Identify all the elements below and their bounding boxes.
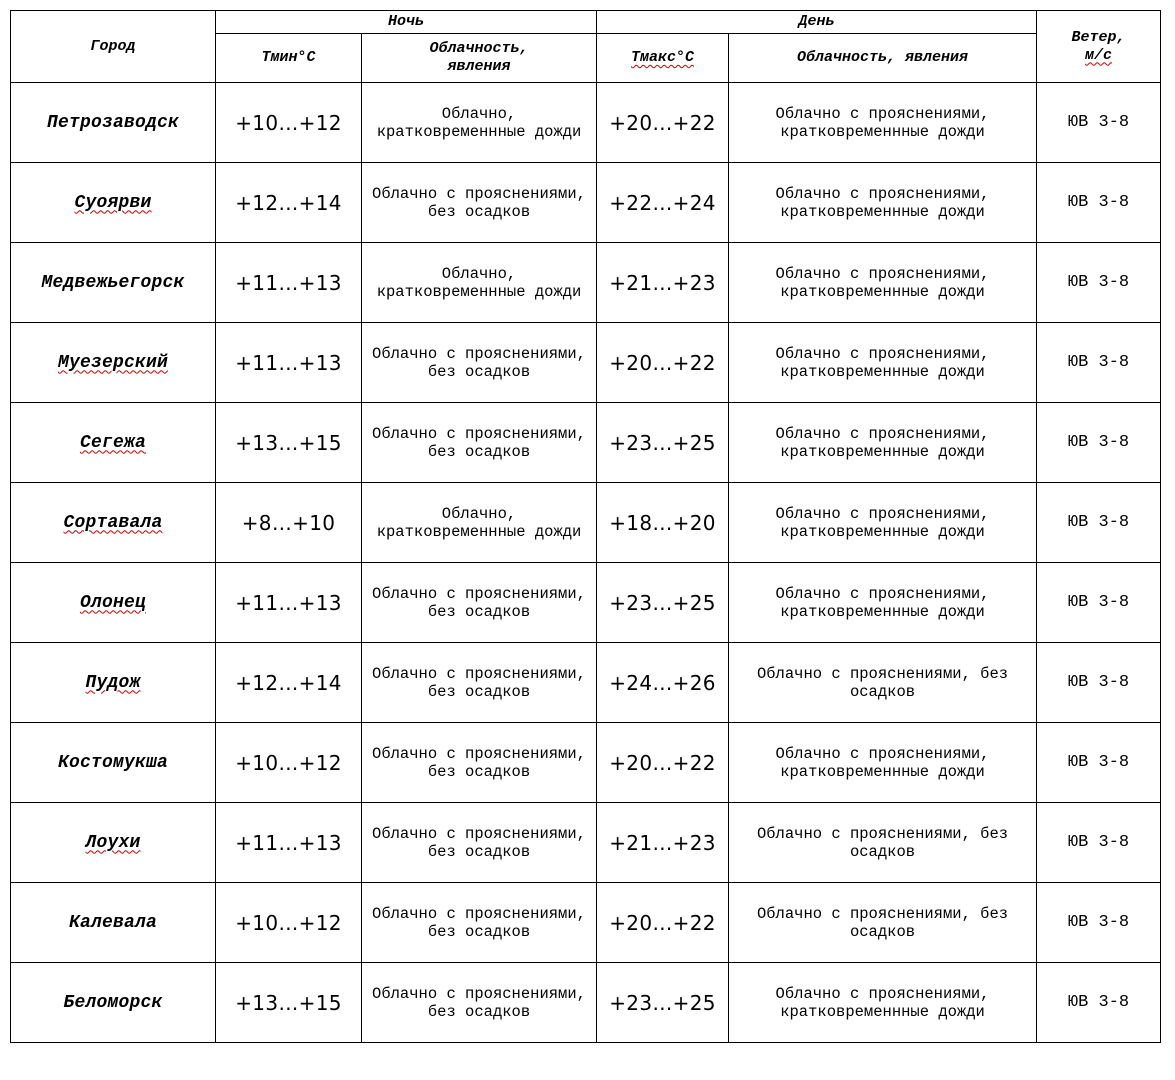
day-cloudiness-cell: Облачно с прояснениями, кратковременнные дожди [729,563,1037,643]
table-row [11,243,1161,323]
city-name: Муезерский [57,352,169,373]
day-temperature-cell: +20…+22 [597,323,729,403]
day-temperature-cell: +23…+25 [597,963,729,1043]
night-cloudiness-cell: Облачно, кратковременнные дожди [362,83,597,163]
night-temperature-cell: +13…+15 [216,963,362,1043]
wind-cell: ЮВ 3-8 [1037,163,1161,243]
header-night: Ночь [216,11,597,34]
table-row [11,163,1161,243]
wind-cell: ЮВ 3-8 [1037,883,1161,963]
wind-cell: ЮВ 3-8 [1037,483,1161,563]
header-tmax [597,34,729,83]
wind-cell: ЮВ 3-8 [1037,403,1161,483]
table-row [11,403,1161,483]
city-name: Пудож [85,672,141,693]
night-temperature-cell: +11…+13 [216,563,362,643]
day-temperature-cell: +22…+24 [597,163,729,243]
city-cell [11,883,216,963]
header-city: Город [11,11,216,83]
table-row [11,803,1161,883]
night-cloudiness-cell: Облачно с прояснениями, без осадков [362,403,597,483]
forecast-body [11,83,1161,1043]
day-cloudiness-cell: Облачно с прояснениями, кратковременнные дожди [729,403,1037,483]
city-cell [11,643,216,723]
night-temperature-cell: +11…+13 [216,323,362,403]
night-temperature-cell: +12…+14 [216,643,362,723]
night-temperature-cell: +10…+12 [216,883,362,963]
city-name: Сортавала [63,512,163,533]
header-night-cloud-line1: Облачность, [429,40,529,57]
header-wind [1037,11,1161,83]
night-temperature-cell: +11…+13 [216,243,362,323]
night-temperature-cell: +8…+10 [216,483,362,563]
header-night-cloud [362,34,597,83]
wind-cell: ЮВ 3-8 [1037,83,1161,163]
night-temperature-cell: +11…+13 [216,803,362,883]
header-day-cloud: Облачность, явления [729,34,1037,83]
city-cell [11,483,216,563]
day-cloudiness-cell: Облачно с прояснениями, кратковременнные дожди [729,83,1037,163]
header-tmin: Тмин°С [216,34,362,83]
wind-cell: ЮВ 3-8 [1037,323,1161,403]
night-temperature-cell: +12…+14 [216,163,362,243]
day-cloudiness-cell: Облачно с прояснениями, кратковременнные дожди [729,163,1037,243]
day-temperature-cell: +24…+26 [597,643,729,723]
forecast-table [10,10,1161,1043]
day-temperature-cell: +21…+23 [597,803,729,883]
night-cloudiness-cell: Облачно с прояснениями, без осадков [362,563,597,643]
night-temperature-cell: +10…+12 [216,723,362,803]
header-night-cloud-line2: явления [447,58,511,75]
day-temperature-cell: +21…+23 [597,243,729,323]
city-name: Сегежа [79,432,146,453]
city-name: Калевала [68,912,157,933]
city-name: Олонец [79,592,146,613]
day-cloudiness-cell: Облачно с прояснениями, без осадков [729,803,1037,883]
city-name: Лоухи [85,832,141,853]
header-wind-line2: м/с [1085,46,1113,64]
night-temperature-cell: +13…+15 [216,403,362,483]
table-row [11,883,1161,963]
day-temperature-cell: +20…+22 [597,883,729,963]
city-cell [11,403,216,483]
wind-cell: ЮВ 3-8 [1037,643,1161,723]
city-cell [11,723,216,803]
day-cloudiness-cell: Облачно с прояснениями, кратковременнные дожди [729,323,1037,403]
forecast-document [10,10,1160,1043]
night-cloudiness-cell: Облачно, кратковременнные дожди [362,243,597,323]
night-cloudiness-cell: Облачно с прояснениями, без осадков [362,963,597,1043]
night-cloudiness-cell: Облачно с прояснениями, без осадков [362,883,597,963]
header-day: День [597,11,1037,34]
day-cloudiness-cell: Облачно с прояснениями, кратковременнные дожди [729,723,1037,803]
night-cloudiness-cell: Облачно с прояснениями, без осадков [362,643,597,723]
city-cell [11,803,216,883]
day-cloudiness-cell: Облачно с прояснениями, кратковременнные дожди [729,963,1037,1043]
wind-cell: ЮВ 3-8 [1037,723,1161,803]
city-name: Петрозаводск [46,112,180,133]
wind-cell: ЮВ 3-8 [1037,963,1161,1043]
city-name: Медвежьегорск [41,272,185,293]
night-cloudiness-cell: Облачно, кратковременнные дожди [362,483,597,563]
wind-cell: ЮВ 3-8 [1037,803,1161,883]
header-row-top [11,11,1161,34]
day-temperature-cell: +20…+22 [597,723,729,803]
day-cloudiness-cell: Облачно с прояснениями, кратковременнные дожди [729,243,1037,323]
header-wind-line1: Ветер, [1071,28,1126,46]
city-cell [11,83,216,163]
wind-cell: ЮВ 3-8 [1037,243,1161,323]
city-cell [11,323,216,403]
table-row [11,723,1161,803]
table-row [11,643,1161,723]
table-row [11,963,1161,1043]
city-name: Суоярви [74,192,152,213]
night-cloudiness-cell: Облачно с прояснениями, без осадков [362,723,597,803]
table-row [11,563,1161,643]
day-temperature-cell: +20…+22 [597,83,729,163]
city-name: Костомукша [57,752,169,773]
city-name: Беломорск [63,992,163,1013]
night-temperature-cell: +10…+12 [216,83,362,163]
header-tmax-label: Тмакс°С [631,49,695,66]
city-cell [11,963,216,1043]
city-cell [11,563,216,643]
wind-cell: ЮВ 3-8 [1037,563,1161,643]
table-row [11,483,1161,563]
city-cell [11,243,216,323]
day-temperature-cell: +23…+25 [597,403,729,483]
night-cloudiness-cell: Облачно с прояснениями, без осадков [362,803,597,883]
night-cloudiness-cell: Облачно с прояснениями, без осадков [362,163,597,243]
table-row [11,323,1161,403]
day-cloudiness-cell: Облачно с прояснениями, кратковременнные дожди [729,483,1037,563]
table-row [11,83,1161,163]
day-temperature-cell: +23…+25 [597,563,729,643]
day-cloudiness-cell: Облачно с прояснениями, без осадков [729,883,1037,963]
city-cell [11,163,216,243]
day-temperature-cell: +18…+20 [597,483,729,563]
night-cloudiness-cell: Облачно с прояснениями, без осадков [362,323,597,403]
day-cloudiness-cell: Облачно с прояснениями, без осадков [729,643,1037,723]
